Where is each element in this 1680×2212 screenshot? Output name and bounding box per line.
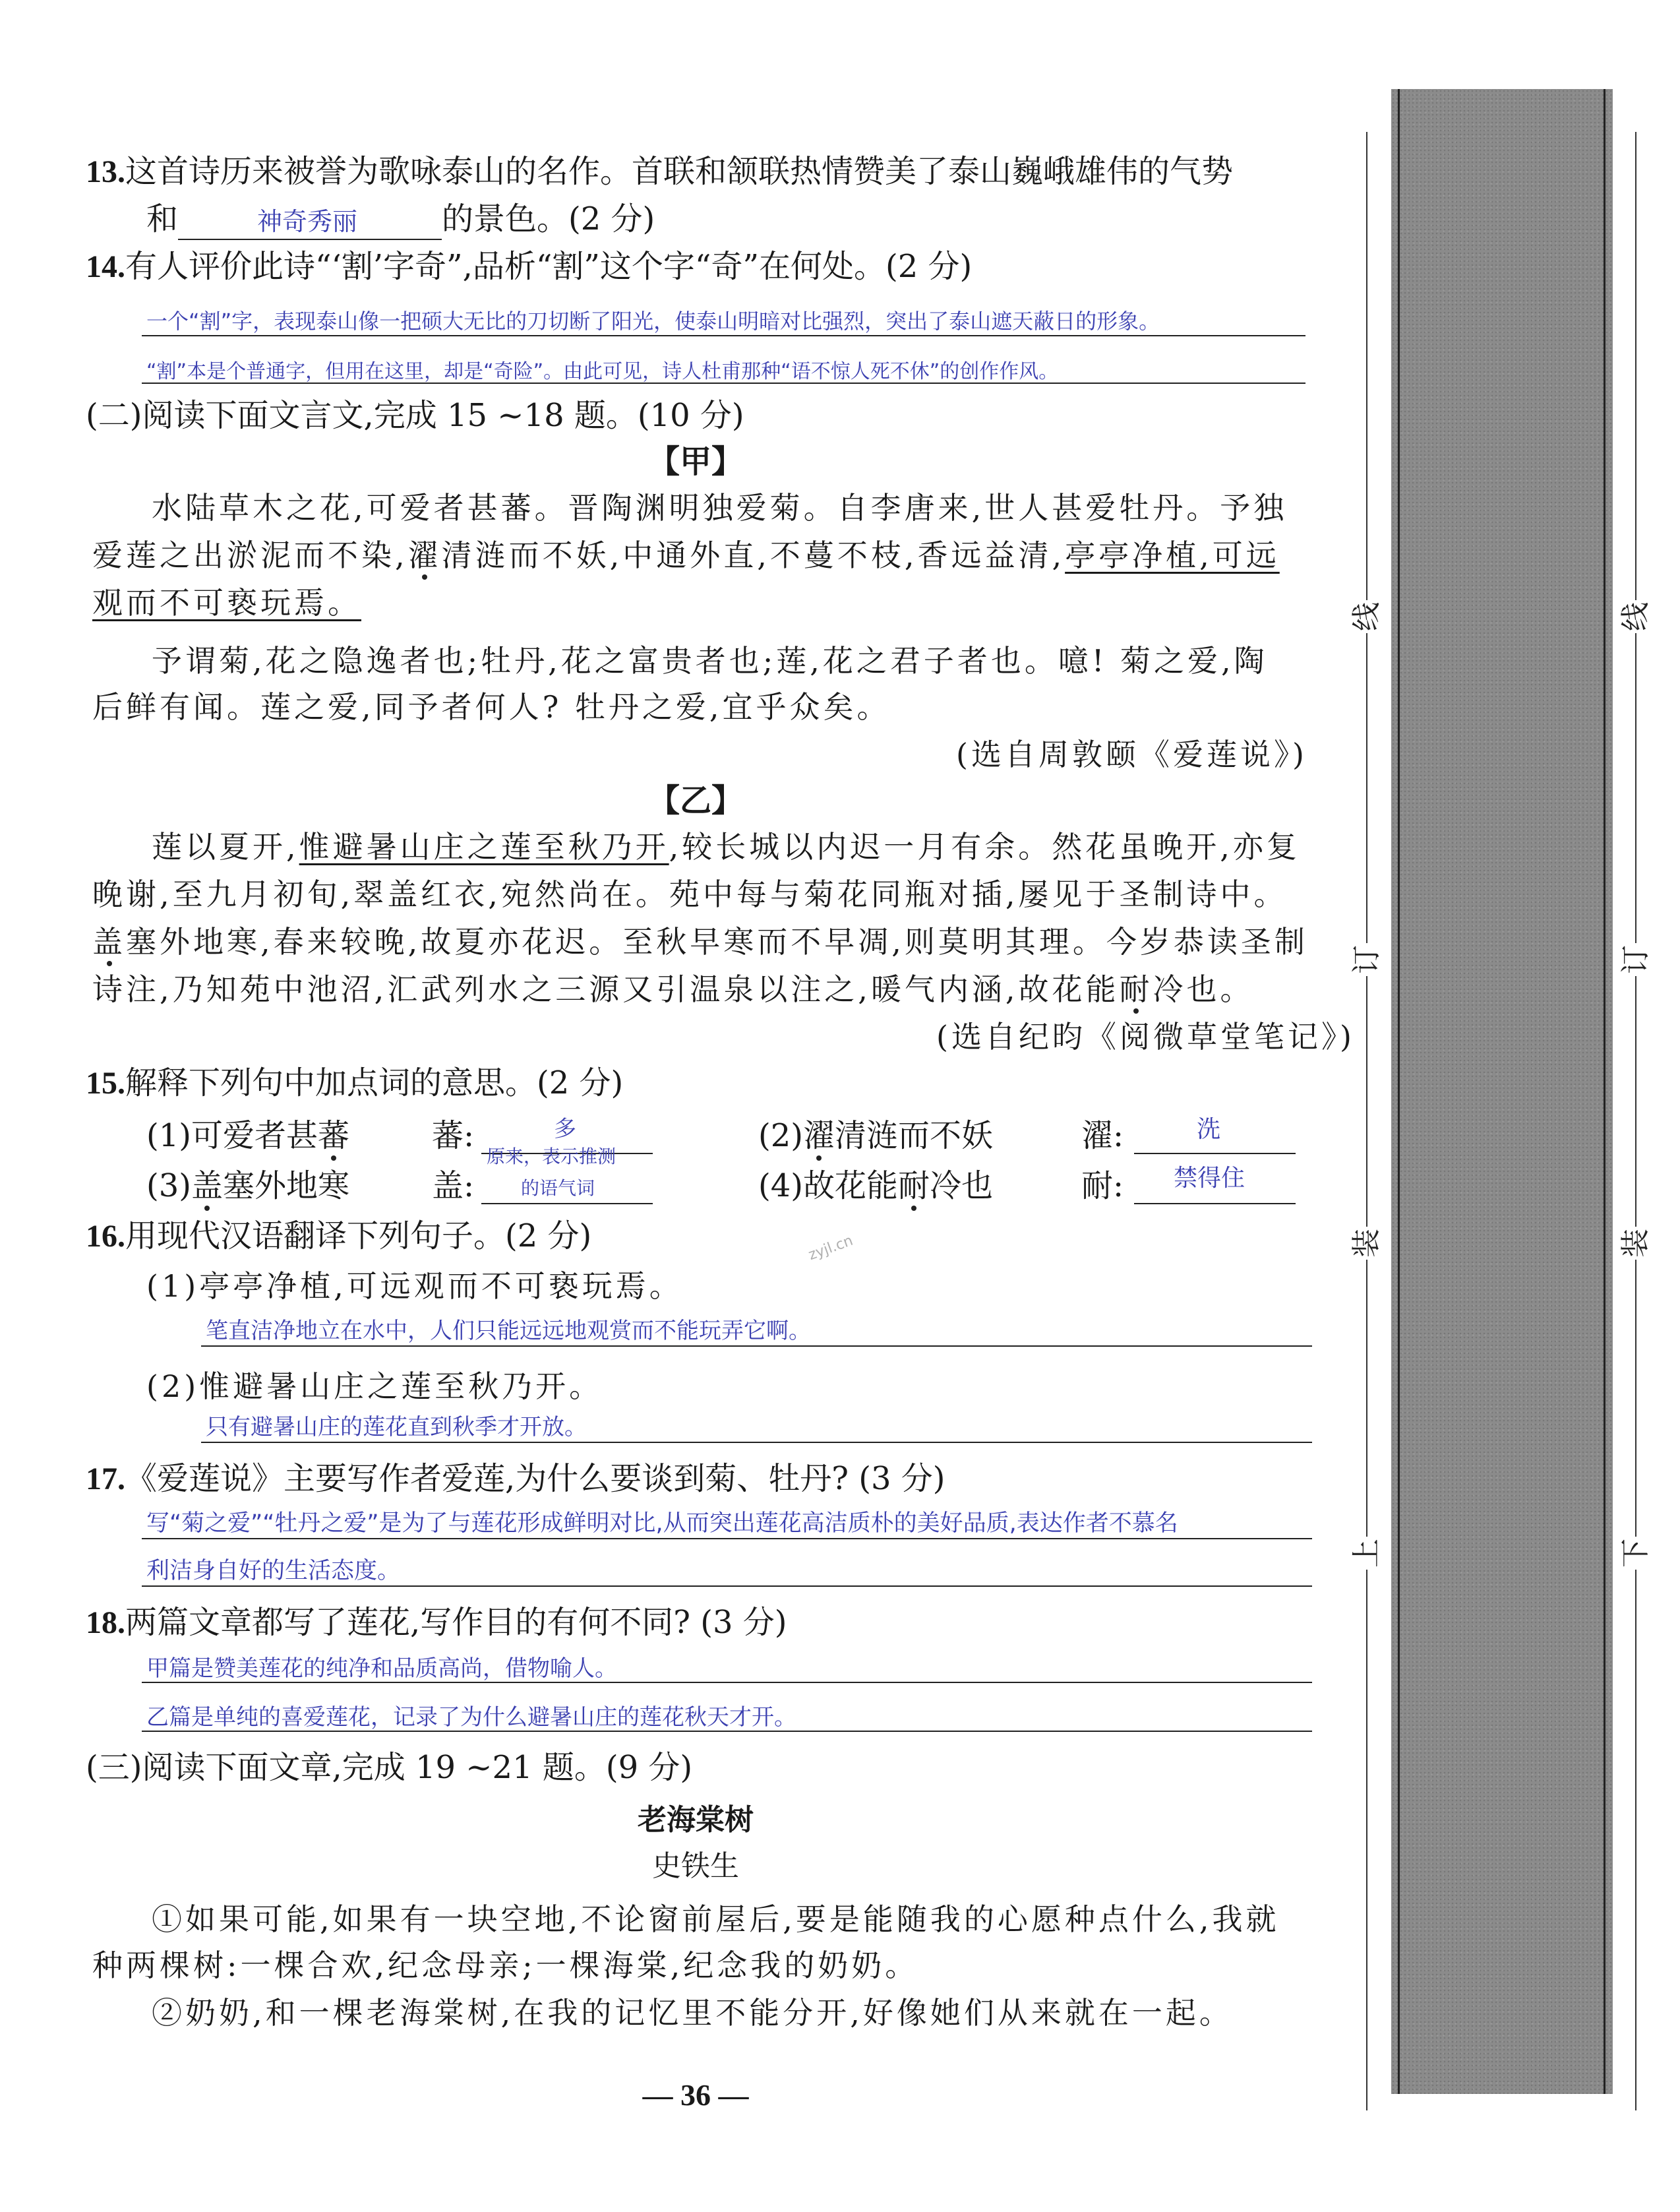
answer-line [201,1442,1312,1443]
answer-line [142,1585,1312,1587]
q15-key-4: 耐: [1081,1167,1124,1204]
answer-18-1: 甲篇是赞美莲花的纯净和品质高尚，借物喻人。 [146,1655,617,1682]
page-number: — 36 — [642,2078,749,2112]
yi-line-2: 晚谢,至九月初旬,翠盖红衣,宛然尚在。苑中每与菊花同瓶对插,屡见于圣制诗中。 [92,876,1288,912]
answer-blank: 神奇秀丽 [178,206,442,240]
answer-line [142,335,1305,336]
question-13: 13.这首诗历来被誉为歌咏泰山的名作。首联和颔联热情赞美了泰山巍峨雄伟的气势 [86,153,1234,190]
binding-xian-left: 线 [1350,600,1383,633]
answer-line [142,383,1305,384]
question-15: 15.解释下列句中加点词的意思。(2 分) [86,1064,624,1101]
answer-blank-3: 的语气词 [481,1165,653,1204]
binding-ding-right: 订 [1619,943,1652,976]
essay-para-1b: 种两棵树:一棵合欢,纪念母亲;一棵海棠,纪念我的奶奶。 [92,1948,919,1983]
answer-blank-2: 洗 [1134,1115,1296,1154]
binding-strip [1391,89,1613,2094]
section-2-title: (二)阅读下面文言文,完成 15 ~18 题。(10 分) [86,397,744,434]
question-17: 17.《爱莲说》主要写作者爱莲,为什么要谈到菊、牡丹? (3 分) [86,1460,945,1497]
binding-shang-left: 上 [1350,1537,1383,1570]
answer-16-2: 只有避暑山庄的莲花直到秋季才开放。 [206,1414,587,1440]
answer-18-2: 乙篇是单纯的喜爱莲花，记录了为什么避暑山庄的莲花秋天才开。 [146,1704,796,1731]
binding-ding-left: 订 [1350,943,1383,976]
section-3-title: (三)阅读下面文章,完成 19 ~21 题。(9 分) [86,1749,693,1786]
question-13-line2: 和 神奇秀丽 的景色。(2 分) [146,198,655,240]
answer-line [201,1345,1312,1347]
answer-line [142,1538,1312,1539]
yi-line-4: 诗注,乃知苑中池沼,汇武列水之三源又引温泉以注之,暖气内涵,故花能耐冷也。 [92,971,1254,1007]
jia-line-1: 水陆草木之花,可爱者甚蕃。晋陶渊明独爱菊。自李唐来,世人甚爱牡丹。予独 [152,490,1288,526]
answer-17-1: 写“菊之爱”“牡丹之爱”是为了与莲花形成鲜明对比,从而突出莲花高洁质朴的美好品质,表达作者不慕名 [146,1510,1178,1537]
jia-heading: 【甲】 [647,443,743,480]
yi-heading: 【乙】 [647,782,743,819]
question-16: 16.用现代汉语翻译下列句子。(2 分) [86,1217,592,1254]
answer-blank-1: 多 原来，表示推测 [481,1115,653,1154]
jia-line-5: 后鲜有闻。莲之爱,同予者何人? 牡丹之爱,宜乎众矣。 [92,689,891,725]
essay-author: 史铁生 [652,1849,739,1883]
answer-16-1: 笔直洁净地立在水中，人们只能远远地观赏而不能玩弄它啊。 [206,1318,811,1344]
jia-line-2: 爱莲之出淤泥而不染,濯清涟而不妖,中通外直,不蔓不枝,香远益清,亭亭净植,可远 [92,538,1280,573]
question-14: 14.有人评价此诗“‘割’字奇”,品析“割”这个字“奇”在何处。(2 分) [86,248,973,285]
jia-source: (选自周敦颐《爱莲说》) [956,737,1307,772]
q15-item-3: (3)盖塞外地寒 [146,1167,350,1204]
essay-para-2: ②奶奶,和一棵老海棠树,在我的记忆里不能分开,好像她们从来就在一起。 [152,1995,1233,2031]
answer-14-line2: “割”本是个普通字，但用在这里，却是“奇险”。由此可见，诗人杜甫那种“语不惊人死不休”的创作作风。 [146,360,1059,383]
binding-line-left [1366,132,1367,2110]
binding-xia-right: 下 [1619,1537,1652,1570]
strip-edge-right [1604,89,1605,2094]
answer-17-2: 利洁身自好的生活态度。 [146,1558,401,1584]
q15-key-1: 蕃: [432,1117,475,1154]
watermark: zyjl.cn [806,1232,855,1264]
answer-line [142,1731,1312,1732]
q15-item-4: (4)故花能耐冷也 [758,1167,994,1204]
strip-edge-left [1398,89,1400,2094]
essay-title: 老海棠树 [638,1803,754,1837]
yi-line-3: 盖塞外地寒,春来较晚,故夏亦花迟。至秋早寒而不早凋,则莫明其理。今岁恭读圣制 [92,924,1308,960]
answer-line [142,1682,1312,1683]
essay-para-1a: ①如果可能,如果有一块空地,不论窗前屋后,要是能随我的心愿种点什么,我就 [152,1901,1280,1937]
binding-zhuang-left: 装 [1350,1227,1383,1260]
q16-item-2: (2)惟避暑山庄之莲至秋乃开。 [146,1368,603,1404]
yi-source: (选自纪昀《阅微草堂笔记》) [936,1019,1355,1055]
binding-line-right [1635,132,1636,2110]
answer-blank-4: 禁得住 [1134,1165,1296,1204]
answer-14-line1: 一个“割”字，表现泰山像一把硕大无比的刀切断了阳光，使泰山明暗对比强烈，突出了泰山遮天蔽日的形象。 [146,309,1160,334]
binding-xian-right: 线 [1619,600,1652,633]
q16-item-1: (1)亭亭净植,可远观而不可亵玩焉。 [146,1268,683,1304]
q15-key-3: 盖: [432,1167,475,1204]
jia-line-3: 观而不可亵玩焉。 [92,585,361,621]
binding-zhuang-right: 装 [1619,1227,1652,1260]
q15-key-2: 濯: [1081,1117,1124,1154]
jia-line-4: 予谓菊,花之隐逸者也;牡丹,花之富贵者也;莲,花之君子者也。噫! 菊之爱,陶 [152,643,1268,679]
question-18: 18.两篇文章都写了莲花,写作目的有何不同? (3 分) [86,1604,787,1641]
q15-item-1: (1)可爱者甚蕃 [146,1117,350,1154]
q15-item-2: (2)濯清涟而不妖 [758,1117,994,1154]
yi-line-1: 莲以夏开,惟避暑山庄之莲至秋乃开,较长城以内迟一月有余。然花虽晚开,亦复 [152,829,1300,865]
